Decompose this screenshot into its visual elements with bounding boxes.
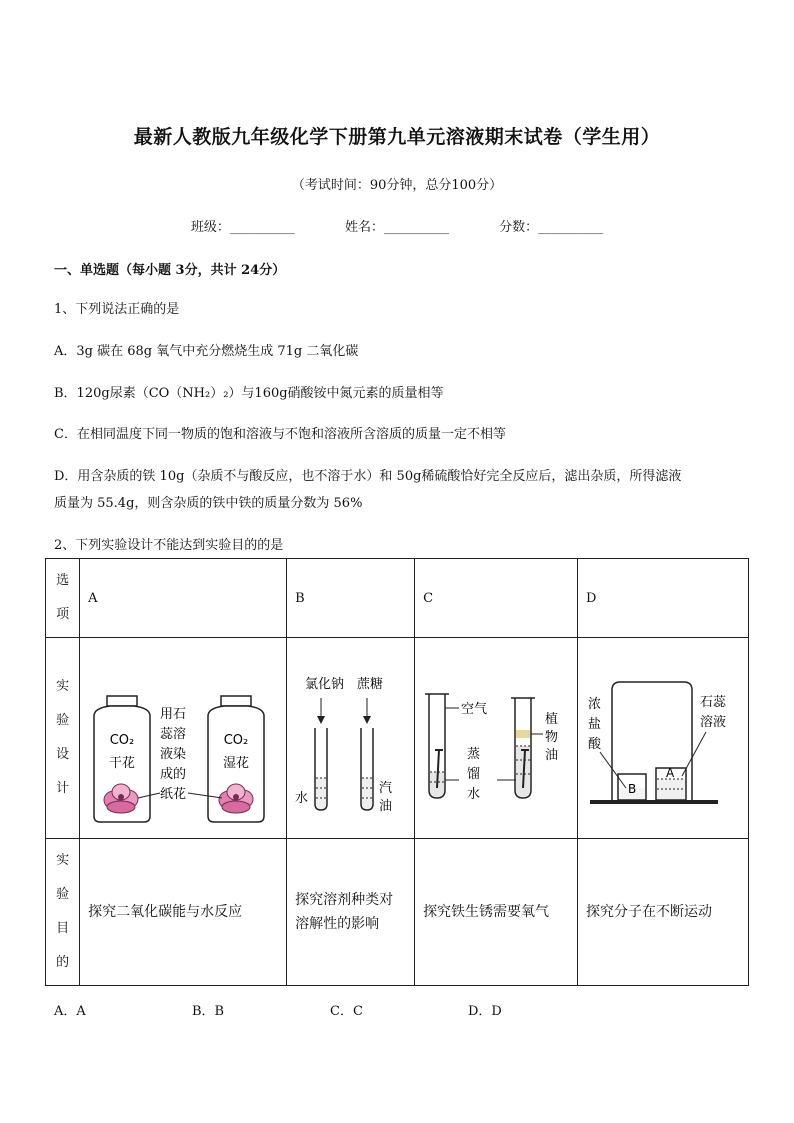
name-field: 姓名：__________ (344, 220, 449, 235)
page-title: 最新人教版九年级化学下册第九单元溶液期末试卷（学生用） (133, 126, 661, 148)
header-a: A (80, 559, 287, 638)
header-b: B (287, 559, 415, 638)
question-1-option-d-line1: D．用含杂质的铁 10g（杂质不与酸反应，也不溶于水）和 50g稀硫酸恰好完全反应后，滤出杂质，所得滤液 (54, 469, 682, 484)
jar-left-gas: CO₂ (109, 733, 135, 748)
figure-c-cell (415, 638, 578, 839)
nacl-label: 氯化钠 (305, 677, 345, 692)
purpose-c: 探究铁生锈需要氧气 (415, 839, 578, 986)
purpose-row-label: 实 验 目 的 (46, 839, 80, 986)
note-line: 成的 (160, 767, 187, 782)
purpose-b: 探究溶剂种类对 溶解性的影响 (287, 839, 415, 986)
class-field: 班级：__________ (190, 220, 295, 235)
student-info-line (0, 216, 794, 235)
answer-option-b[interactable]: B．B (192, 1004, 225, 1019)
air-label: 空气 (461, 702, 488, 717)
figure-a-cell (80, 638, 287, 839)
header-d: D (578, 559, 749, 638)
note-line: 液染 (160, 747, 187, 762)
question-1-stem: 1、下列说法正确的是 (54, 302, 180, 317)
jar-right-flower-label: 湿花 (223, 756, 250, 771)
exam-duration: （考试时间：90分钟，总分100分） (291, 178, 503, 193)
jar-right-gas: CO₂ (223, 733, 249, 748)
question-1-option-a: A．3g 碳在 68g 氧气中充分燃烧生成 71g 二氧化碳 (54, 344, 359, 359)
question-1-option-c: C．在相同温度下同一物质的饱和溶液与不饱和溶液所含溶质的质量一定不相等 (54, 427, 506, 442)
acid-label: 酸 (588, 737, 602, 752)
oil-label: 油 (545, 748, 559, 763)
question-1-option-b: B．120g尿素（CO（NH₂）₂）与160g硝酸铵中氮元素的质量相等 (54, 386, 444, 401)
answer-option-a[interactable]: A．A (54, 1004, 86, 1019)
litmus-label: 石蕊 (700, 695, 727, 710)
jar-left-flower-label: 干花 (109, 756, 136, 771)
water-label: 馏 (467, 767, 481, 782)
design-row-label: 实 验 设 计 (46, 638, 80, 839)
acid-label: 盐 (588, 717, 602, 732)
note-line: 用石 (160, 707, 187, 722)
question-1-option-d-line2: 质量为 55.4g，则含杂质的铁中铁的质量分数为 56% (54, 496, 363, 511)
beaker-a-label: A (666, 766, 675, 780)
litmus-label: 溶液 (700, 715, 727, 730)
answer-option-c[interactable]: C．C (330, 1004, 363, 1019)
beaker-b-label: B (628, 782, 637, 796)
gasoline-label-1: 汽 (379, 781, 393, 796)
option-header-label: 选 项 (46, 559, 80, 638)
note-line: 纸花 (160, 787, 187, 802)
oil-label: 植 (545, 712, 559, 727)
purpose-d: 探究分子在不断运动 (578, 839, 749, 986)
score-field: 分数：__________ (499, 220, 604, 235)
answer-option-d[interactable]: D．D (468, 1004, 502, 1019)
header-c: C (415, 559, 578, 638)
note-line: 蕊溶 (160, 727, 187, 742)
oil-label: 物 (545, 730, 559, 745)
figure-a-jars (80, 638, 285, 834)
figure-b-tubes (287, 638, 413, 834)
experiment-table (45, 558, 749, 986)
figure-d-belljar (578, 638, 747, 834)
figure-d-cell (578, 638, 749, 839)
question-2-answer-options (54, 1000, 606, 1019)
purpose-a: 探究二氧化碳能与水反应 (80, 839, 287, 986)
figure-c-tubes (415, 638, 576, 834)
sugar-label: 蔗糖 (357, 677, 384, 692)
section-heading: 一、单选题（每小题 3分，共计 24分） (54, 263, 286, 278)
acid-label: 浓 (588, 697, 602, 712)
water-label: 蒸 (467, 747, 481, 762)
figure-b-cell (287, 638, 415, 839)
question-2-stem: 2、下列实验设计不能达到实验目的的是 (54, 538, 284, 553)
gasoline-label-2: 油 (379, 799, 393, 814)
water-label: 水 (467, 787, 481, 802)
water-label: 水 (295, 791, 309, 806)
